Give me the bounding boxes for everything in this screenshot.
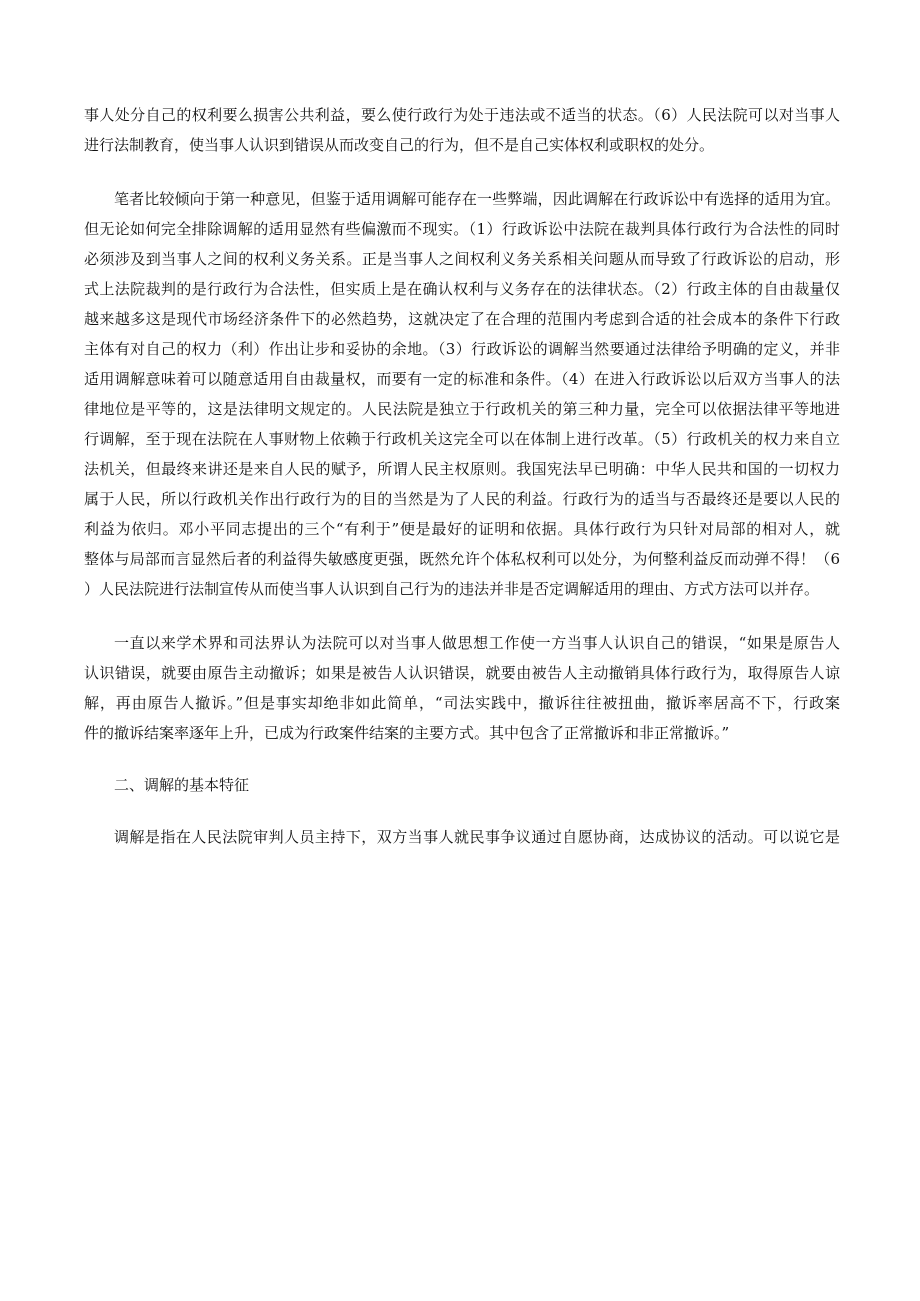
text-line: 一直以来学术界和司法界认为法院可以对当事人做思想工作使一方当事人认识自己的错误，“如果是原告人 [114,634,840,652]
text-line: ）人民法院进行法制宣传从而使当事人认识到自己行为的违法并非是否定调解适用的理由、方式方法可以并存。 [84,580,820,598]
section-title: 二、调解的基本特征 [114,776,250,794]
text-line: 事人处分自己的权利要么损害公共利益，要么使行政行为处于违法或不适当的状态。（6）人民法院可以对当事人 [84,106,840,124]
text-line: 笔者比较倾向于第一种意见，但鉴于适用调解可能存在一些弊端，因此调解在行政诉讼中有选择的适用为宜。 [114,190,840,208]
paragraph-1 [84,100,840,160]
section-heading [84,770,840,800]
text-line: 认识错误，就要由原告主动撤诉；如果是被告人认识错误，就要由被告人主动撤销具体行政行为，取得原告人谅 [84,664,840,682]
text-line: 必须涉及到当事人之间的权利义务关系。正是当事人之间权利义务关系相关问题从而导致了行政诉讼的启动，形 [84,250,840,268]
text-line: 属于人民，所以行政机关作出行政行为的目的当然是为了人民的利益。行政行为的适当与否最终还是要以人民的 [84,490,840,508]
paragraph-2 [84,184,840,604]
document-page [84,100,840,852]
text-line: 式上法院裁判的是行政行为合法性，但实质上是在确认权利与义务存在的法律状态。（2）行政主体的自由裁量仅 [84,280,840,298]
text-line: 但无论如何完全排除调解的适用显然有些偏激而不现实。（1）行政诉讼中法院在裁判具体行政行为合法性的同时 [84,220,840,238]
text-line: 件的撤诉结案率逐年上升，已成为行政案件结案的主要方式。其中包含了正常撤诉和非正常撤诉。” [84,724,730,742]
text-line: 利益为依归。邓小平同志提出的三个“有利于”便是最好的证明和依据。具体行政行为只针对局部的相对人，就 [84,520,840,538]
paragraph-5 [84,822,840,852]
text-line: 越来越多这是现代市场经济条件下的必然趋势，这就决定了在合理的范围内考虑到合适的社会成本的条件下行政 [84,310,840,328]
text-line: 律地位是平等的，这是法律明文规定的。人民法院是独立于行政机关的第三种力量，完全可以依据法律平等地进 [84,400,840,418]
text-line: 适用调解意味着可以随意适用自由裁量权，而要有一定的标准和条件。（4）在进入行政诉讼以后双方当事人的法 [84,370,840,388]
text-line: 整体与局部而言显然后者的利益得失敏感度更强，既然允许个体私权利可以处分，为何整利益反而动弹不得！（6 [84,550,840,568]
text-line: 法机关，但最终来讲还是来自人民的赋予，所谓人民主权原则。我国宪法早已明确：中华人民共和国的一切权力 [84,460,840,478]
text-line: 进行法制教育，使当事人认识到错误从而改变自己的行为，但不是自己实体权利或职权的处分。 [84,136,715,154]
text-line: 解，再由原告人撤诉。”但是事实却绝非如此简单，“司法实践中，撤诉往往被扭曲，撤诉率居高不下，行政案 [84,694,840,712]
text-line: 行调解，至于现在法院在人事财物上依赖于行政机关这完全可以在体制上进行改革。（5）行政机关的权力来自立 [84,430,840,448]
text-line: 调解是指在人民法院审判人员主持下，双方当事人就民事争议通过自愿协商，达成协议的活动。可以说它是 [114,828,840,846]
text-line: 主体有对自己的权力（利）作出让步和妥协的余地。（3）行政诉讼的调解当然要通过法律给予明确的定义，并非 [84,340,840,358]
paragraph-3 [84,628,840,748]
